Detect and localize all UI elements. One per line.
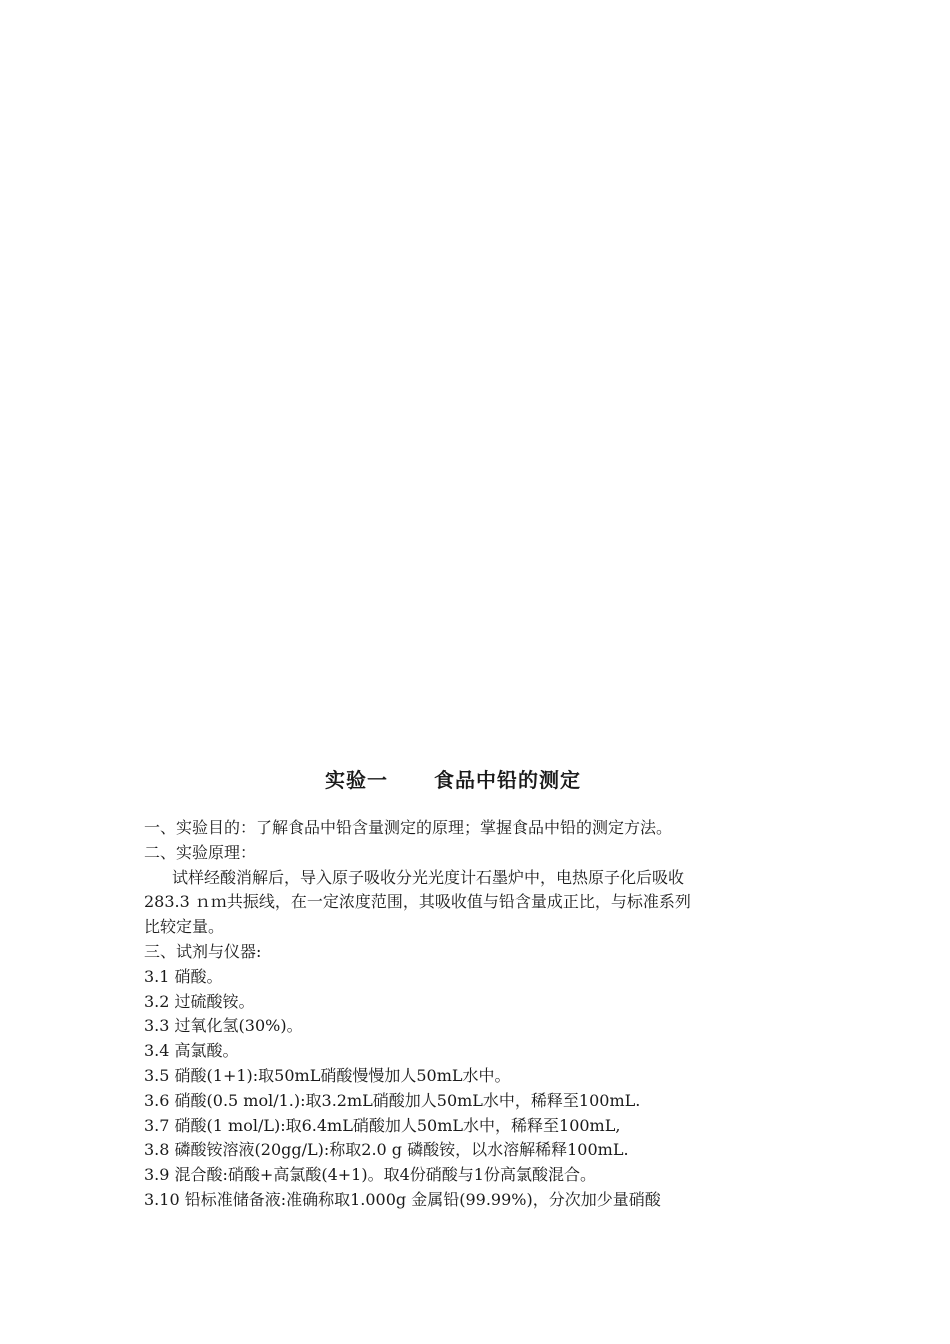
section-reagents-heading: 三、试剂与仪器: xyxy=(144,941,262,961)
document-body xyxy=(144,816,794,1213)
principle-paragraph-line: 比较定量。 xyxy=(144,917,225,937)
section-principle-heading: 二、实验原理： xyxy=(144,842,257,862)
reagent-item: 3.3 过氧化氢(30%)。 xyxy=(144,1016,303,1036)
reagent-item: 3.1 硝酸。 xyxy=(144,966,223,986)
reagent-item: 3.5 硝酸(1+1):取50mL硝酸慢慢加人50mL水中。 xyxy=(144,1065,511,1085)
principle-paragraph-line: 试样经酸消解后，导入原子吸收分光光度计石墨炉中，电热原子化后吸收 xyxy=(172,867,685,887)
principle-paragraph-line: 283.3 ｎｍ共振线，在一定浓度范围，其吸收值与铅含量成正比，与标准系列 xyxy=(144,892,691,912)
document-title xyxy=(0,764,906,793)
reagent-item: 3.7 硝酸(1 mol/L):取6.4mL硝酸加人50mL水中，稀释至100mL, xyxy=(144,1115,621,1135)
reagent-item: 3.10 铅标准储备液:准确称取1.000g 金属铅(99.99%)，分次加少量硝酸 xyxy=(144,1189,661,1209)
section-purpose: 一、实验目的：了解食品中铅含量测定的原理；掌握食品中铅的测定方法。 xyxy=(144,818,673,837)
title-experiment-number: 实验一 xyxy=(325,768,388,792)
reagent-item: 3.6 硝酸(0.5 mol/1.):取3.2mL硝酸加人50mL水中，稀释至100mL. xyxy=(144,1090,641,1110)
reagent-item: 3.2 过硫酸铵。 xyxy=(144,991,255,1011)
reagent-item: 3.4 高氯酸。 xyxy=(144,1041,239,1061)
reagent-item: 3.9 混合酸:硝酸+高氯酸(4+1)。取4份硝酸与1份高氯酸混合。 xyxy=(144,1165,596,1185)
title-experiment-name: 食品中铅的测定 xyxy=(434,768,581,792)
reagent-item: 3.8 磷酸铵溶液(20gg/L):称取2.0 g 磷酸铵，以水溶解稀释100mL. xyxy=(144,1140,629,1160)
